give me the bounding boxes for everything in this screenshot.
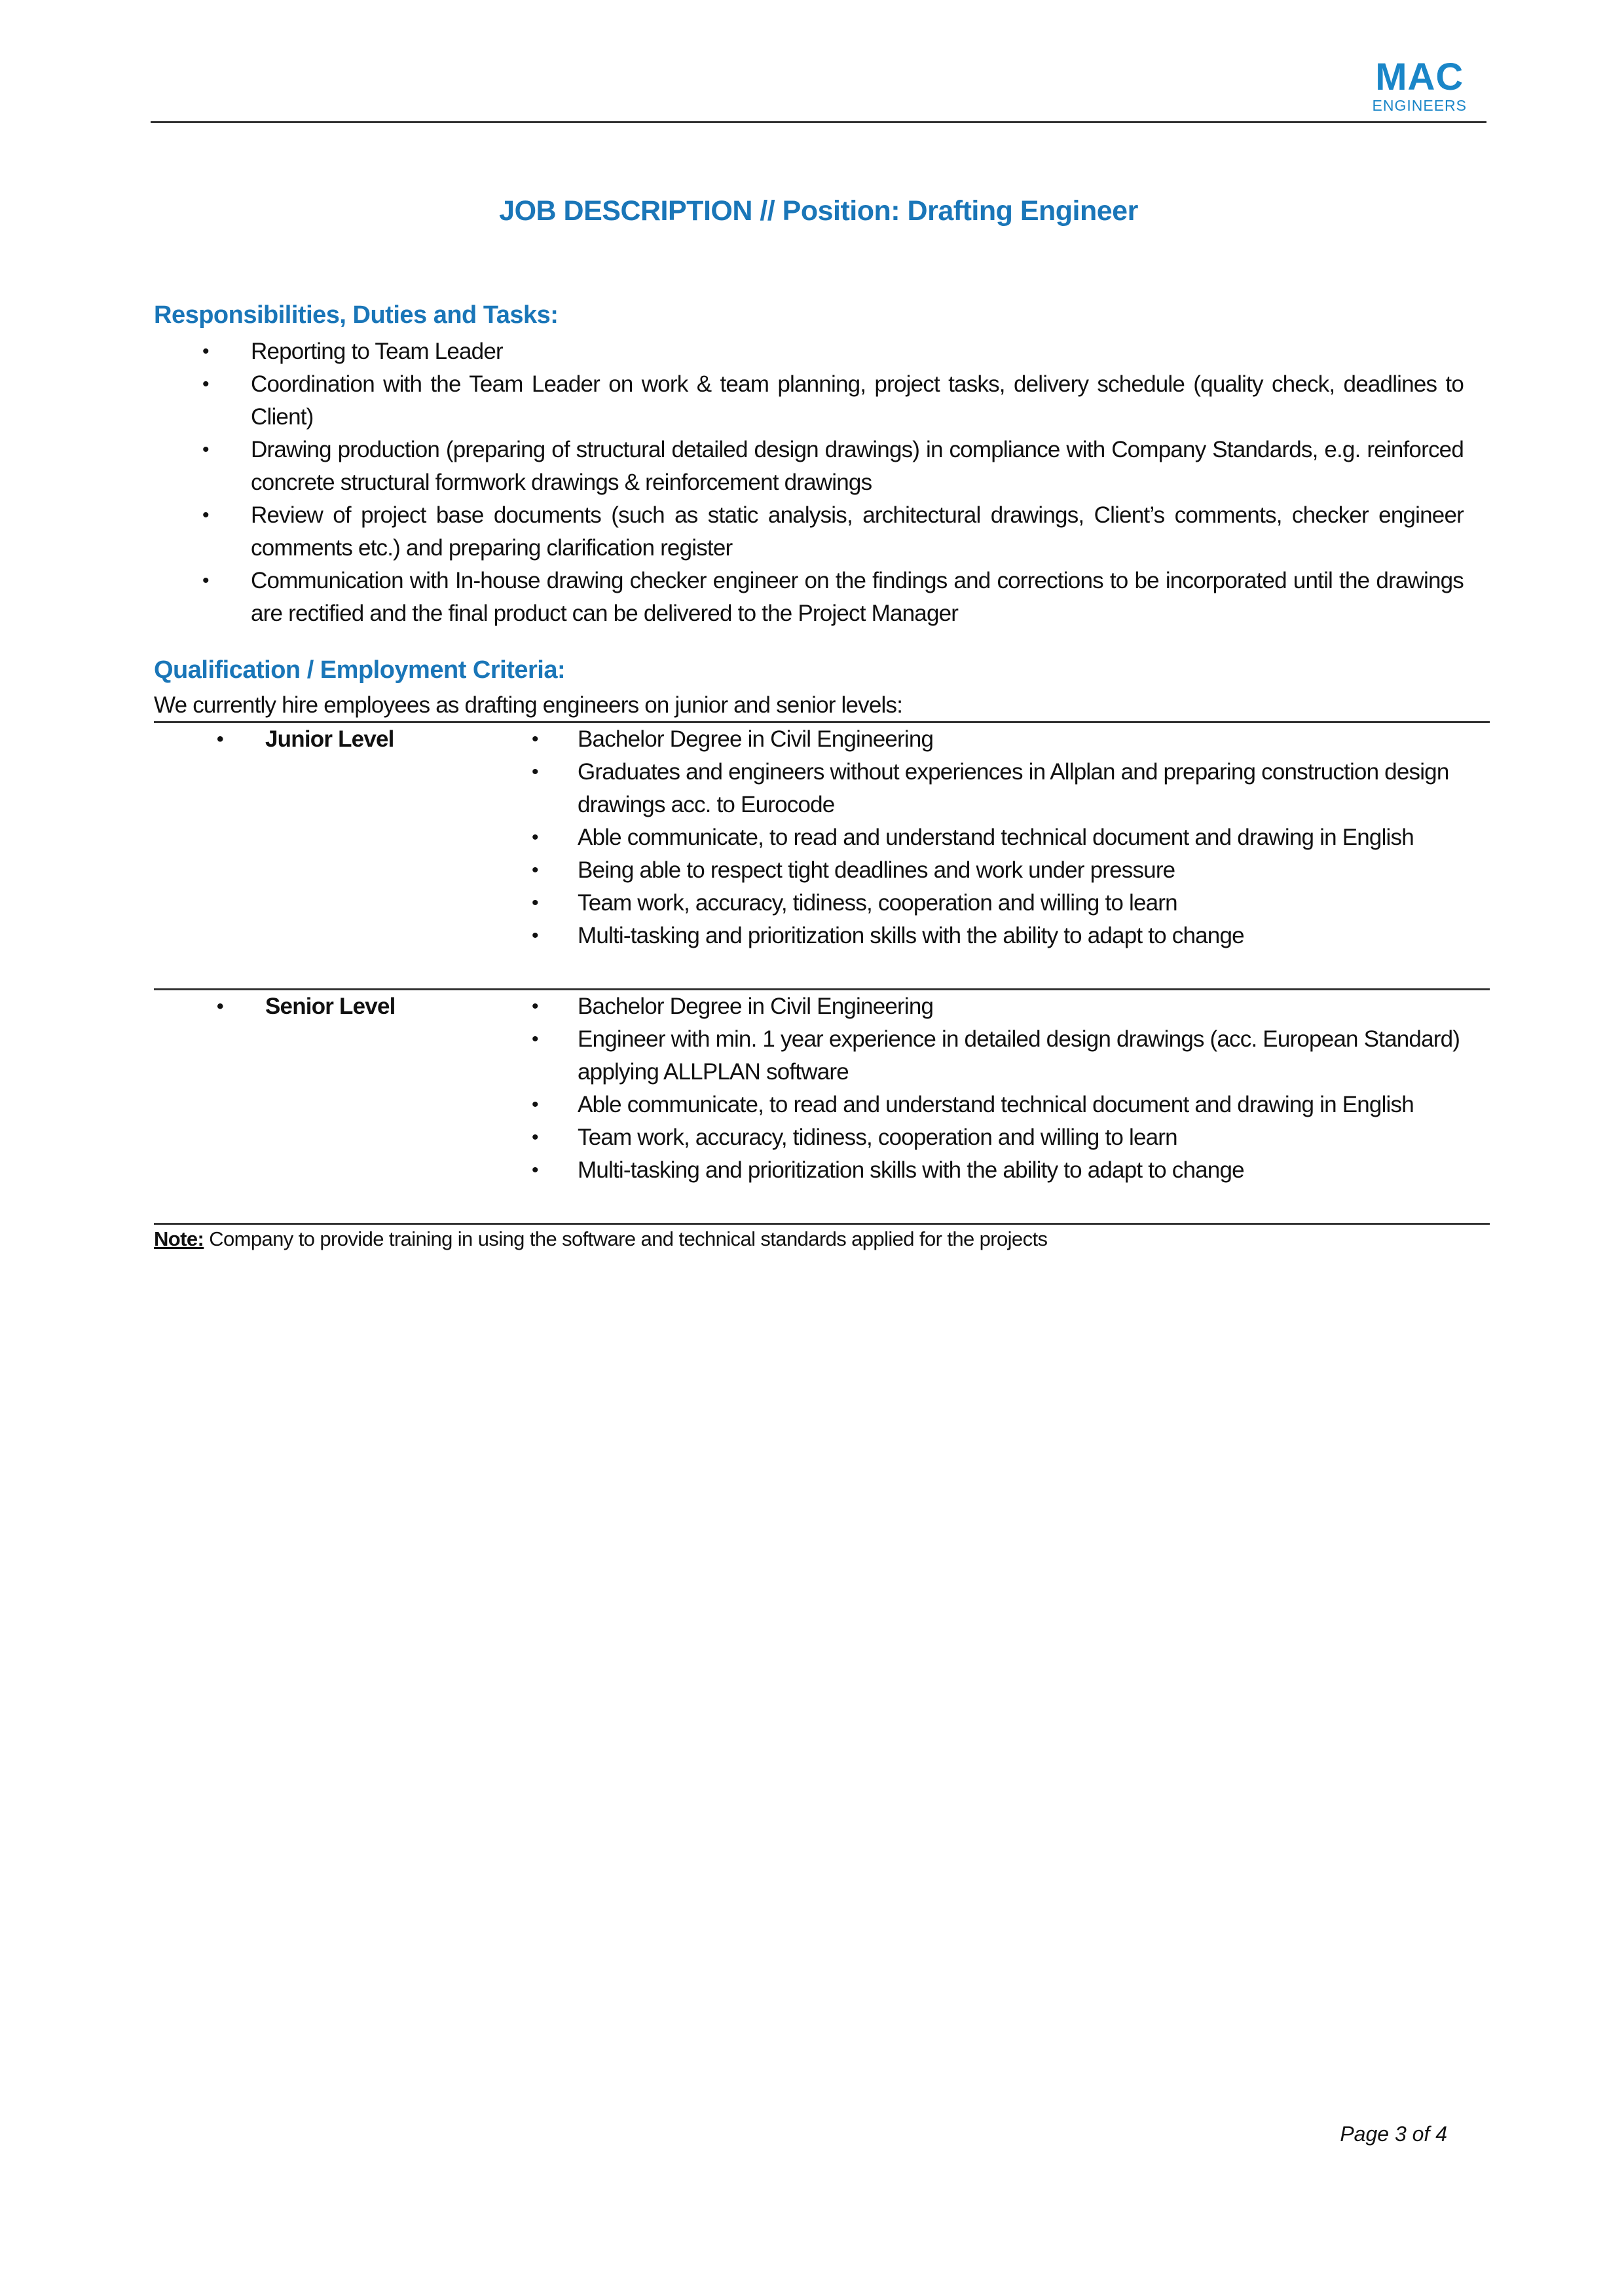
responsibility-text: Communication with In-house drawing checker engineer on the findings and corrections to be incorporated until the drawings are rectified and the final product can be delivered to the Project Manager <box>251 568 1464 626</box>
criterion-text: Bachelor Degree in Civil Engineering <box>578 726 934 752</box>
bullet-icon: • <box>532 761 538 783</box>
list-item <box>154 434 1464 499</box>
criterion-text: Team work, accuracy, tidiness, cooperation and willing to learn <box>578 1125 1177 1150</box>
bullet-icon: • <box>532 1028 538 1050</box>
bullet-icon: • <box>532 892 538 914</box>
note-label: Note: <box>154 1227 204 1250</box>
note-text: Company to provide training in using the software and technical standards applied for the projects <box>204 1227 1048 1250</box>
bullet-icon: • <box>217 728 223 750</box>
list-item <box>491 920 1496 952</box>
list-item <box>491 887 1496 920</box>
criteria-list <box>491 990 1496 1187</box>
bullet-icon: • <box>217 996 223 1017</box>
bullet-icon: • <box>532 859 538 881</box>
logo-sub-text: ENGINEERS <box>1372 97 1467 114</box>
list-item <box>491 1089 1496 1121</box>
header-divider <box>151 121 1486 123</box>
criterion-text: Being able to respect tight deadlines and work under pressure <box>578 857 1175 883</box>
bullet-icon: • <box>532 996 538 1017</box>
list-item <box>491 1121 1496 1154</box>
bullet-icon: • <box>532 925 538 946</box>
table-divider <box>154 1223 1490 1225</box>
bullet-icon: • <box>532 728 538 750</box>
qualification-heading: Qualification / Employment Criteria: <box>154 656 566 684</box>
bullet-icon: • <box>532 1127 538 1148</box>
responsibility-text: Reporting to Team Leader <box>251 339 503 364</box>
page-number: Page 3 of 4 <box>1340 2122 1447 2146</box>
level-label-text: Junior Level <box>265 726 394 752</box>
level-label-text: Senior Level <box>265 994 396 1019</box>
bullet-icon: • <box>202 373 209 395</box>
note-line <box>154 1226 1490 1252</box>
bullet-icon: • <box>532 827 538 848</box>
bullet-icon: • <box>202 439 209 460</box>
list-item <box>491 723 1496 756</box>
bullet-icon: • <box>532 1094 538 1115</box>
list-item <box>491 854 1496 887</box>
bullet-icon: • <box>532 1159 538 1181</box>
responsibilities-heading: Responsibilities, Duties and Tasks: <box>154 301 559 329</box>
company-logo <box>1373 58 1467 114</box>
level-label <box>154 990 481 1023</box>
logo-main-text: MAC <box>1375 56 1464 98</box>
bullet-icon: • <box>202 341 209 362</box>
criterion-text: Graduates and engineers without experiences in Allplan and preparing construction design drawings acc. to Eurocode <box>578 759 1449 817</box>
criterion-text: Engineer with min. 1 year experience in detailed design drawings (acc. European Standard) applying ALLPLAN software <box>578 1026 1460 1085</box>
criterion-text: Bachelor Degree in Civil Engineering <box>578 994 934 1019</box>
criteria-list <box>491 723 1496 952</box>
qualification-intro: We currently hire employees as drafting engineers on junior and senior levels: <box>154 692 903 718</box>
list-item <box>491 821 1496 854</box>
responsibility-text: Coordination with the Team Leader on work & team planning, project tasks, delivery schedule (quality check, deadlines to Client) <box>251 371 1464 430</box>
bullet-icon: • <box>202 504 209 526</box>
list-item <box>491 1154 1496 1187</box>
list-item <box>154 565 1464 630</box>
bullet-icon: • <box>202 570 209 591</box>
list-item <box>491 990 1496 1023</box>
list-item <box>154 368 1464 434</box>
list-item <box>491 756 1496 821</box>
list-item <box>154 335 1464 368</box>
level-label <box>154 723 481 756</box>
list-item <box>491 1023 1496 1089</box>
criterion-text: Multi-tasking and prioritization skills with the ability to adapt to change <box>578 923 1244 948</box>
responsibility-text: Drawing production (preparing of structural detailed design drawings) in compliance with Company Standards, e.g. reinforced concrete structural formwork drawings & reinforcement drawings <box>251 437 1464 495</box>
responsibility-text: Review of project base documents (such as static analysis, architectural drawings, Client’s comments, checker engineer comments etc.) and preparing clarification register <box>251 502 1464 561</box>
document-title: JOB DESCRIPTION // Position: Drafting Engineer <box>499 195 1138 227</box>
criterion-text: Team work, accuracy, tidiness, cooperation and willing to learn <box>578 890 1177 916</box>
list-item <box>154 499 1464 565</box>
responsibilities-list <box>154 335 1464 630</box>
criterion-text: Able communicate, to read and understand technical document and drawing in English <box>578 825 1414 850</box>
criterion-text: Multi-tasking and prioritization skills with the ability to adapt to change <box>578 1157 1244 1183</box>
criterion-text: Able communicate, to read and understand technical document and drawing in English <box>578 1092 1414 1117</box>
